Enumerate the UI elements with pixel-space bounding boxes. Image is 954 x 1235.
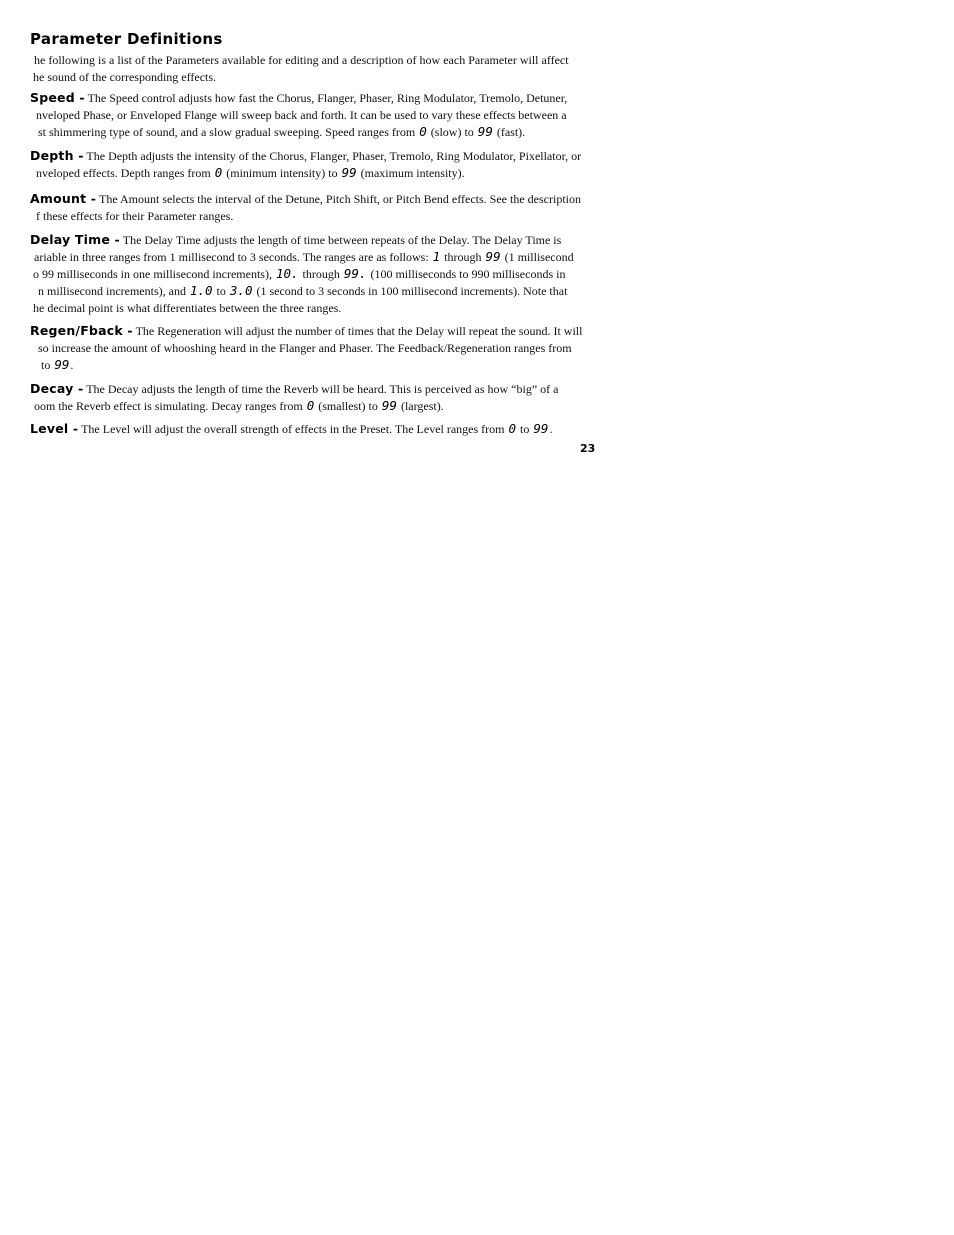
- speed-definition-line-1: [30, 90, 567, 106]
- delay-time-text-2b: through: [441, 250, 485, 264]
- regen-max-value: 99: [54, 357, 70, 372]
- intro-line-1: he following is a list of the Parameters available for editing and a description of how each Parameter will affect: [34, 53, 569, 67]
- decay-text-2a: oom the Reverb effect is simulating. Decay ranges from: [34, 399, 306, 413]
- decay-definition-line-1: [30, 381, 558, 397]
- decay-text-2b: (smallest) to: [315, 399, 381, 413]
- delay-time-definition-line-5: he decimal point is what differentiates between the three ranges.: [33, 301, 342, 315]
- delay-time-range2-start: 10.: [275, 266, 299, 281]
- amount-text-1: The Amount selects the interval of the Detune, Pitch Shift, or Pitch Bend effects. See the description: [96, 192, 581, 206]
- regen-text-3b: .: [70, 358, 74, 372]
- delay-time-definition-line-4: [38, 283, 567, 299]
- decay-max-value: 99: [381, 398, 397, 413]
- delay-time-text-1: The Delay Time adjusts the length of time between repeats of the Delay. The Delay Time is: [119, 233, 562, 247]
- speed-definition-line-2: nveloped Phase, or Enveloped Flange will sweep back and forth. It can be used to vary these effects between a: [36, 108, 567, 122]
- regen-definition-line-2: so increase the amount of whooshing heard in the Flanger and Phaser. The Feedback/Regeneration ranges from: [38, 341, 572, 355]
- regen-text-1: The Regeneration will adjust the number of times that the Delay will repeat the sound. It will: [132, 324, 583, 338]
- delay-time-text-3a: o 99 milliseconds in one millisecond increments),: [33, 267, 275, 281]
- delay-time-text-3c: (100 milliseconds to 990 milliseconds in: [367, 267, 566, 281]
- delay-time-text-3b: through: [299, 267, 343, 281]
- depth-min-value: 0: [214, 165, 223, 180]
- level-term: Level -: [30, 421, 79, 436]
- delay-time-definition-line-1: [30, 232, 561, 248]
- level-min-value: 0: [508, 421, 517, 436]
- level-text-1b: to: [517, 422, 533, 436]
- delay-time-range2-end: 99.: [343, 266, 367, 281]
- level-text-1c: .: [549, 422, 553, 436]
- depth-text-2a: nveloped effects. Depth ranges from: [36, 166, 214, 180]
- speed-text-1: The Speed control adjusts how fast the Chorus, Flanger, Phaser, Ring Modulator, Tremolo, Detuner,: [84, 91, 568, 105]
- speed-min-value: 0: [419, 124, 427, 139]
- delay-time-text-2a: ariable in three ranges from 1 millisecond to 3 seconds. The ranges are as follows:: [34, 250, 432, 264]
- decay-term: Decay -: [30, 381, 84, 396]
- decay-min-value: 0: [306, 398, 315, 413]
- depth-text-1: The Depth adjusts the intensity of the Chorus, Flanger, Phaser, Tremolo, Ring Modulator, Pixellator, or: [83, 149, 582, 163]
- delay-time-text-4a: n millisecond increments), and: [38, 284, 189, 298]
- level-text-1a: The Level will adjust the overall strength of effects in the Preset. The Level ranges from: [78, 422, 508, 436]
- intro-line-2: he sound of the corresponding effects.: [33, 70, 217, 84]
- depth-text-2b: (minimum intensity) to: [223, 166, 341, 180]
- regen-definition-line-1: [30, 323, 582, 339]
- decay-text-2c: (largest).: [397, 399, 444, 413]
- speed-term: Speed -: [30, 90, 85, 105]
- depth-text-2c: (maximum intensity).: [357, 166, 465, 180]
- depth-term: Depth -: [30, 148, 84, 163]
- depth-definition-line-2: [36, 165, 465, 181]
- delay-time-range1-start: 1: [432, 249, 441, 264]
- delay-time-definition-line-2: [34, 249, 574, 265]
- decay-definition-line-2: [34, 398, 444, 414]
- speed-max-value: 99: [477, 124, 493, 139]
- level-definition-line-1: [30, 421, 552, 437]
- delay-time-term: Delay Time -: [30, 232, 120, 247]
- speed-text-3a: st shimmering type of sound, and a slow gradual sweeping. Speed ranges from: [38, 125, 419, 139]
- delay-time-range3-end: 3.0: [229, 283, 253, 298]
- decay-text-1: The Decay adjusts the length of time the Reverb will be heard. This is perceived as how “big” of a: [83, 382, 559, 396]
- delay-time-definition-line-3: [33, 266, 565, 282]
- regen-term: Regen/Fback -: [30, 323, 133, 338]
- delay-time-range3-start: 1.0: [189, 283, 213, 298]
- page-title: Parameter Definitions: [30, 30, 223, 48]
- delay-time-text-4c: (1 second to 3 seconds in 100 millisecond increments). Note that: [253, 284, 568, 298]
- regen-definition-line-3: [41, 357, 73, 373]
- regen-text-3a: to: [41, 358, 54, 372]
- delay-time-range1-end: 99: [485, 249, 501, 264]
- delay-time-text-4b: to: [213, 284, 229, 298]
- amount-definition-line-2: f these effects for their Parameter ranges.: [36, 209, 234, 223]
- depth-max-value: 99: [341, 165, 357, 180]
- amount-definition-line-1: [30, 191, 581, 207]
- speed-text-3c: (fast).: [493, 125, 526, 139]
- speed-text-3b: (slow) to: [427, 125, 477, 139]
- depth-definition-line-1: [30, 148, 581, 164]
- amount-term: Amount -: [30, 191, 97, 206]
- page-number: 23: [580, 442, 596, 455]
- speed-definition-line-3: [38, 124, 525, 140]
- delay-time-text-2c: (1 millisecond: [501, 250, 574, 264]
- level-max-value: 99: [533, 421, 549, 436]
